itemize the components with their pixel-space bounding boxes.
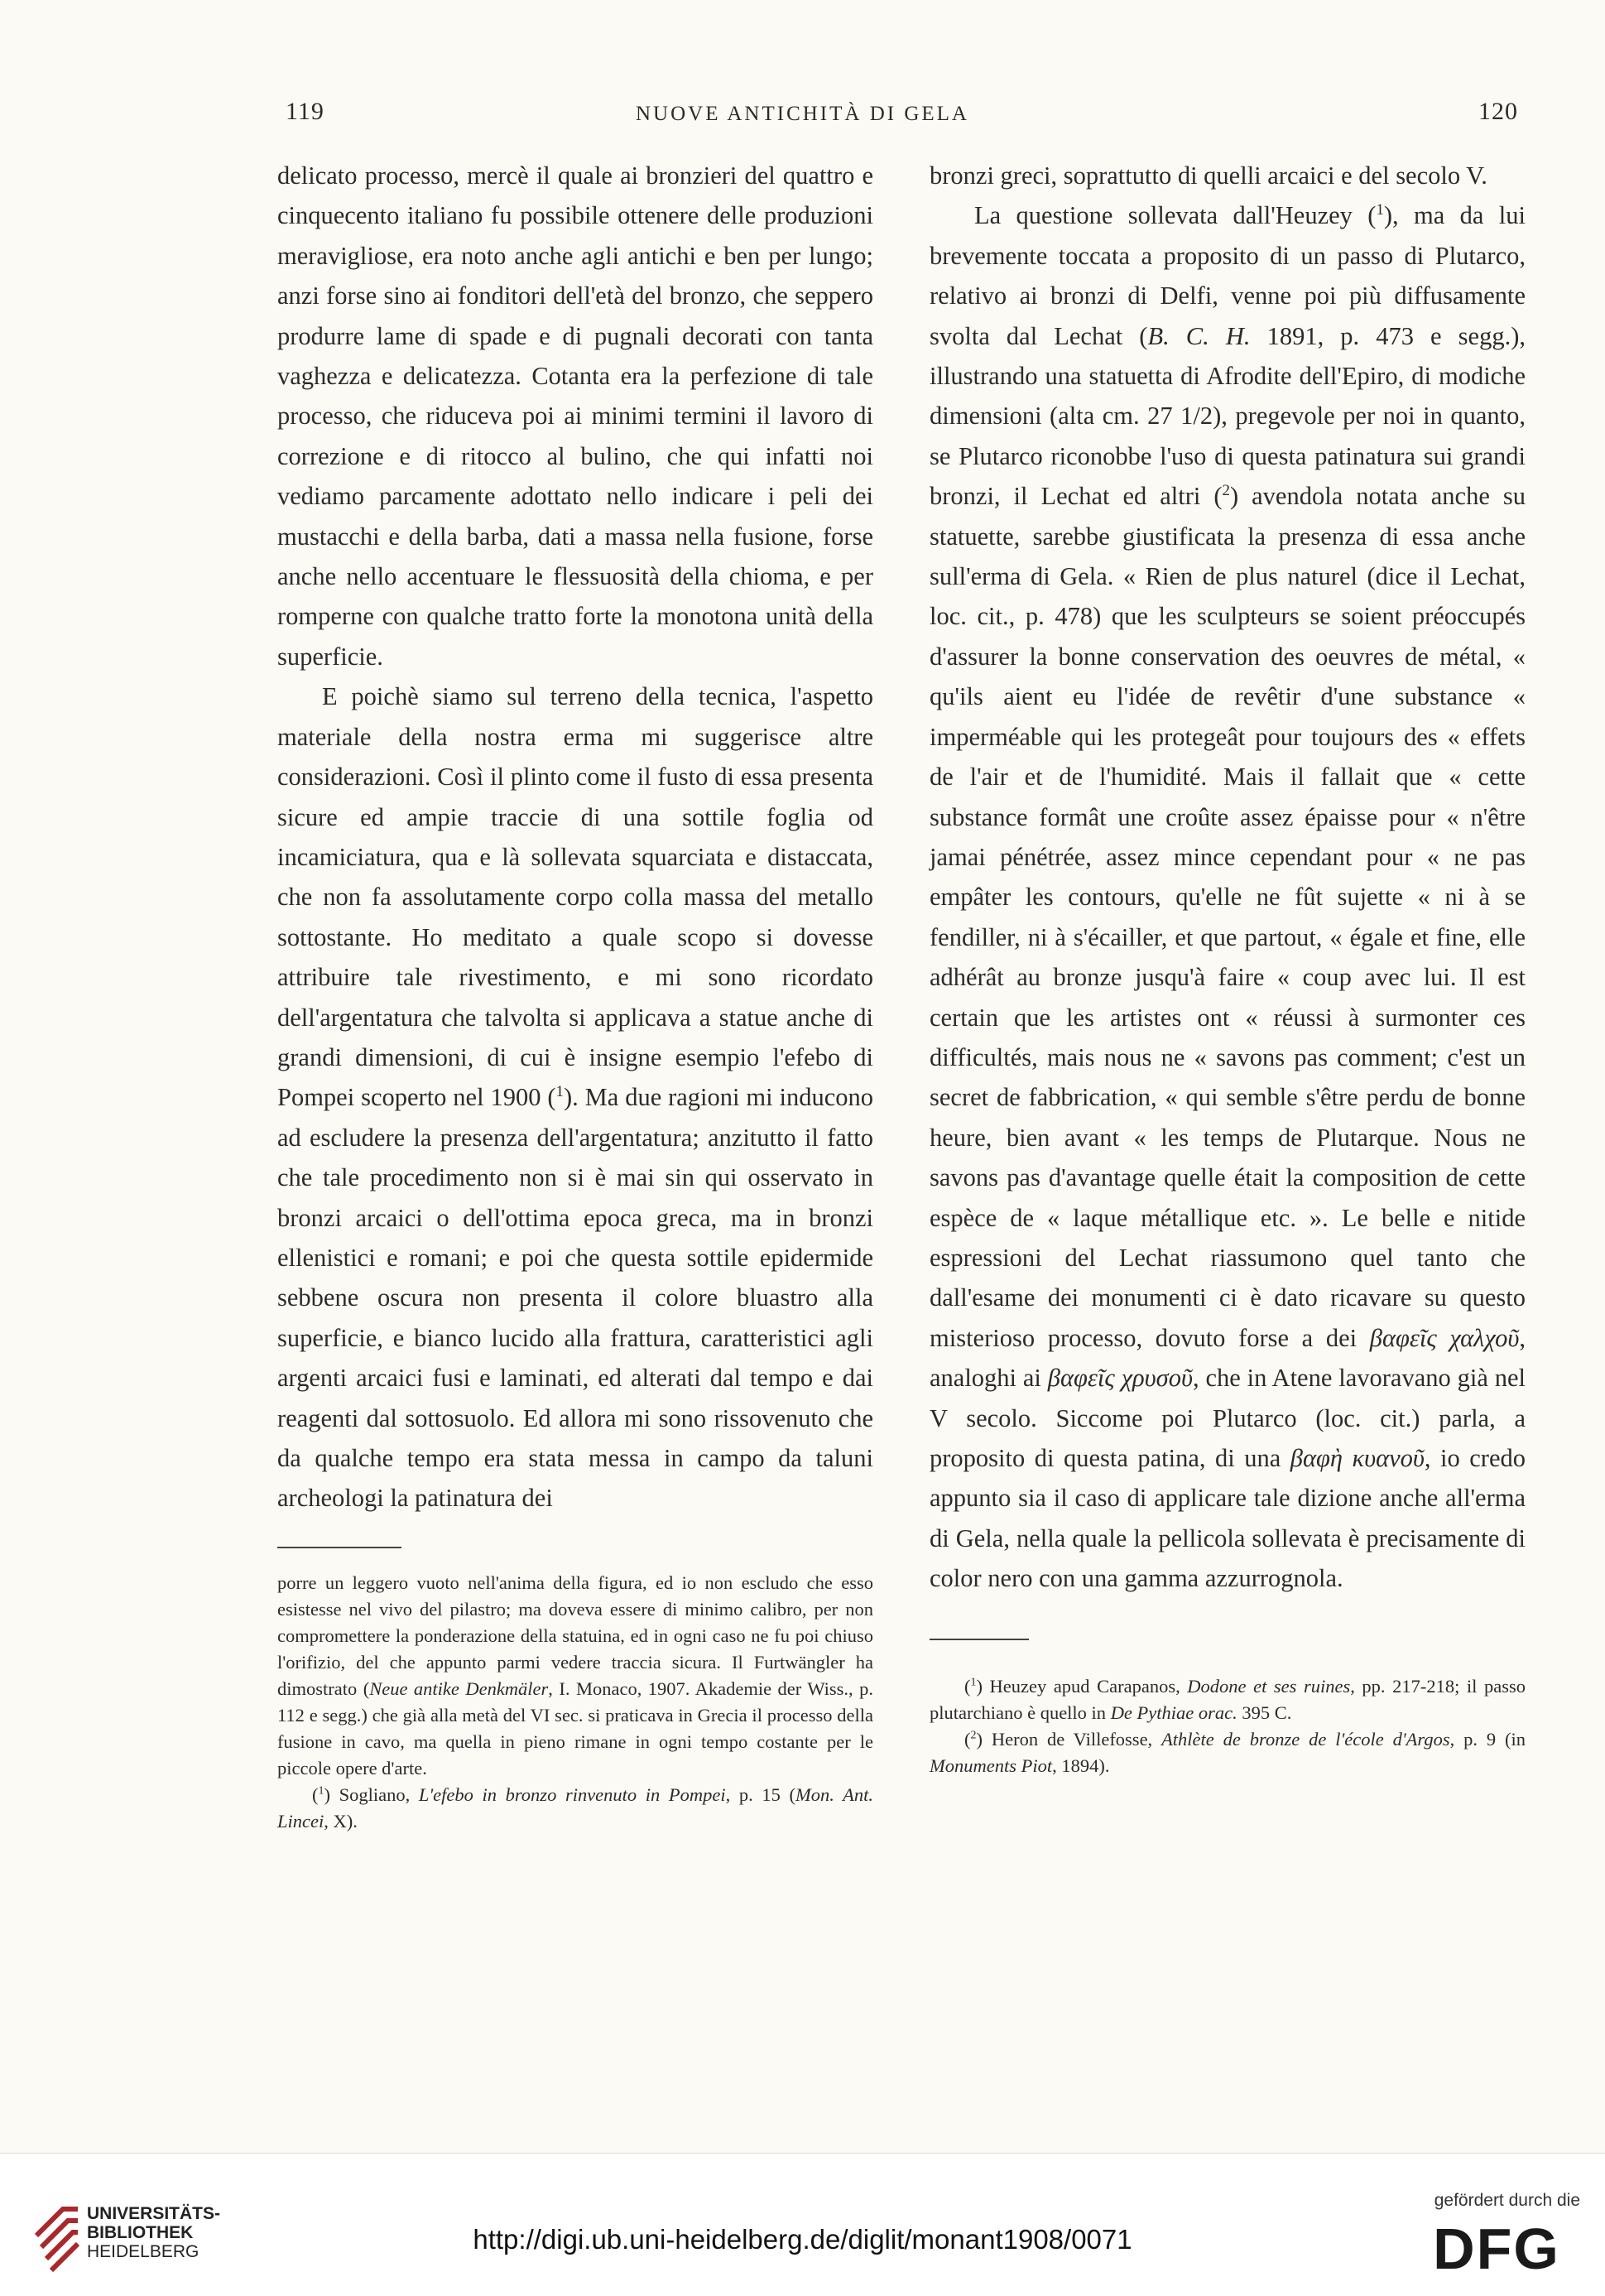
right-footnotes xyxy=(930,1673,1526,1779)
right-p2-text-g: , che in Atene lavoravano già nel V secolo. Siccome poi Plutarco (loc. cit.) parla, a proposito di questa patina, di una xyxy=(930,1364,1526,1472)
right-p2-text-a: La questione sollevata dall'Heuzey ( xyxy=(974,201,1377,230)
left-paragraph-2 xyxy=(277,676,873,1519)
footnote-2-right: ($^2$) Heron de Villefosse, Athlète de bronze de l'école d'Argos, p. 9 (in Monuments Piot, 1894). xyxy=(930,1728,1526,1776)
permalink-url[interactable]: http://digi.ub.uni-heidelberg.de/diglit/monant1908/0071 xyxy=(473,2224,1132,2255)
fn-cont-text-a: porre un leggero vuoto nell'anima della figura, ed io non escludo che esso esistesse nel vivo del pilastro; ma doveva essere di minimo calibro, per non compromettere la ponderazione della statuina, ed in ogni caso ne fu poi chiuso l'orifizio, del che appunto parmi vedere traccia sicura. Il Furtwängler ha dimostrato ( xyxy=(277,1572,873,1699)
left-p2-text-a: E poichè siamo sul terreno della tecnica, l'aspetto materiale della nostra erma mi suggerisce altre considerazioni. Così il plinto come il fusto di essa presenta sicure ed ampie traccie di una sottile foglia od incamiciatura, qua e là sollevata squarciata e distaccata, che non fa assolutamente corpo colla massa del metallo sottostante. Ho meditato a quale scopo si dovesse attribuire tale rivestimento, e mi sono ricordato dell'argentatura che talvolta si applicava a statue anche di grandi dimensioni, di cui è insigne esempio l'efebo di Pompei scoperto nel 1900 ( xyxy=(277,682,873,1112)
right-p2-text-f: , analoghi ai xyxy=(930,1323,1526,1393)
right-body-text xyxy=(930,156,1526,1599)
left-footnotes xyxy=(277,1570,873,1835)
left-body-text xyxy=(277,156,873,1519)
dfg-logo-text: DFG xyxy=(1433,2219,1560,2274)
footnote-1-right: ($^1$) Heuzey apud Carapanos, Dodone et ses ruines, pp. 217-218; il passo plutarchiano è quello in De Pythiae orac. 395 C. xyxy=(930,1675,1526,1723)
fn1r-text-b: , pp. 217-218; il passo plutarchiano è quello in xyxy=(930,1675,1526,1723)
right-p2-text-c: 1891, p. 473 e segg.), illustrando una statuetta di Afrodite dell'Epiro, di modiche dimensioni (alta cm. 27 xyxy=(930,321,1526,431)
right-p2-text-e: ) avendola notata anche su statuette, sarebbe giustificata la presenza di essa anche sull'erma di Gela. « Rien de plus naturel (dice il Lechat, loc. cit., p. 478) que les sculpteurs se soient préoccupés d'assurer la bonne conservation des oeuvres de métal, « qu'ils aient eu l'idée de revêtir d'une substance « imperméable qui les protegeât pour toujours des « effets de l'air et de l'humidité. Mais il fallait que « cette substance formât une croûte assez épaisse pour « n'être jamai pénétrée, assez mince cependant pour « ne pas empâter les contours, qu'elle ne fût sujette « ni à se fendiller, ni à s'écailler, et que partout, « égale et fine, elle adhérât au bronze jusqu'à faire « coup avec lui. Il est certain que les artistes ont « réussi à surmonter ces difficultés, mais nous ne « savons pas comment; c'est un secret de fabbrication, « qui semble s'être perdu de bonne heure, bien avant « les temps de Plutarque. Nous ne savons pas d'avantage quelle était la composition de cette espèce de « laque métallique etc. ». Le belle e nitide espressioni del Lechat riassumono quel tanto che dall'esame dei monumenti ci è dato ricavare su questo misterioso processo, dovuto forse a dei xyxy=(930,482,1526,1352)
footnote-continuation xyxy=(277,1570,873,1782)
left-column xyxy=(277,156,873,1835)
library-name-line-2: BIBLIOTHEK xyxy=(87,2223,194,2242)
fn2r-text-b: , p. 9 (in xyxy=(1449,1728,1526,1750)
fn1-text-c: , X). xyxy=(324,1810,358,1832)
footnote-separator-left xyxy=(277,1547,401,1548)
greek-term-3: βαφὴ κυανοῦ xyxy=(1290,1444,1425,1472)
footnote-ref-1[interactable]: 1 xyxy=(555,1083,564,1101)
fn1r-mark: 1 xyxy=(970,1676,977,1689)
fn2r-text-a: Heron de Villefosse, xyxy=(982,1728,1162,1750)
footnote-ref-1-right[interactable]: 1 xyxy=(1376,201,1384,219)
funding-note: gefördert durch die xyxy=(1434,2191,1580,2210)
fn1r-text-c: 395 C. xyxy=(1237,1702,1292,1723)
footnote-separator-right xyxy=(930,1639,1029,1640)
fn2r-series: Monuments Piot xyxy=(930,1754,1053,1776)
dfg-logo-icon xyxy=(1418,2219,1575,2274)
fn1-mark: 1 xyxy=(318,1784,324,1798)
fn1-series: Mon. Ant. Lincei xyxy=(277,1783,873,1832)
fn2r-text-c: , 1894). xyxy=(1052,1754,1110,1776)
fraction-half: 1/2 xyxy=(1180,402,1213,431)
right-p2-text-b: ), ma da lui brevemente toccata a proposito di un passo di Plutarco, relativo ai bronzi di Delfi, venne poi più diffusamente svolta dal Lechat ( xyxy=(930,201,1526,350)
right-paragraph-1: bronzi greci, soprattutto di quelli arcaici e del secolo V. xyxy=(930,161,1487,190)
fn2r-mark: 2 xyxy=(970,1729,977,1742)
running-title: NUOVE ANTICHITÀ DI GELA xyxy=(636,103,969,125)
fn1-title: L'efebo in bronzo rinvenuto in Pompei xyxy=(418,1783,726,1805)
library-name-line-1: UNIVERSITÄTS- xyxy=(87,2204,221,2223)
page-number-right: 120 xyxy=(1478,98,1518,125)
journal-abbrev: B. C. H. xyxy=(1147,321,1251,350)
fn1r-title: Dodone et ses ruines xyxy=(1187,1675,1351,1697)
right-p2-text-h: , io credo appunto sia il caso di applicare tale dizione anche all'erma di Gela, nella quale la pellicola sollevata è precisamente di color nero con una gamma azzurrognola. xyxy=(930,1444,1526,1593)
fn-cont-title: Neue antike Denkmäler xyxy=(369,1677,549,1699)
right-paragraph-2 xyxy=(930,195,1526,1598)
page-number-left: 119 xyxy=(286,98,324,125)
left-paragraph-1: delicato processo, mercè il quale ai bronzieri del quattro e cinquecento italiano fu possibile ottenere delle produzioni meravigliose, era noto anche agli antichi e ben per lungo; anzi forse sino ai fonditori dell'età del bronzo, che seppero produrre lame di spade e di pugnali decorati con tanta vaghezza e delicatezza. Cotanta era la perfezione di tale processo, che riduceva poi ai minimi termini il lavoro di correzione e di ritocco al bulino, che qui infatti noi vediamo parcamente adottato nello indicare i peli dei mustacchi e della barba, dati a massa nella fusione, forse anche nello accentuare le flessuosità della chioma, e per romperne con qualche tratto forte la monotona unità della superficie. xyxy=(277,161,873,671)
footnote-1-left: ($^1$) Sogliano, L'efebo in bronzo rinvenuto in Pompei, p. 15 (Mon. Ant. Lincei, X). xyxy=(277,1783,873,1832)
greek-term-1: βαφεῖς χαλχοῦ xyxy=(1369,1323,1520,1352)
fn1-text-b: , p. 15 ( xyxy=(725,1783,796,1805)
library-name-line-3: HEIDELBERG xyxy=(87,2242,199,2261)
fn1r-text-a: Heuzey apud Carapanos, xyxy=(982,1675,1188,1697)
fn-cont-text-b: , I. Monaco, 1907. Akademie der Wiss., p. 112 e segg.) che già alla metà del VI sec. si praticava in Grecia il processo della fusione in cavo, ma quella in pieno rimane in ogni tempo costante per le piccole opere d'arte. xyxy=(277,1677,874,1779)
footnote-ref-2-right[interactable]: 2 xyxy=(1222,482,1230,500)
left-p2-text-b: ). Ma due ragioni mi inducono ad escludere la presenza dell'argentatura; anzitutto il fatto che tale procedimento non si è mai sin qui osservato in bronzi arcaici o dell'ottima epoca greca, ma in bronzi ellenistici e romani; e poi che questa sottile epidermide sebbene oscura non presenta il colore bluastro alla superficie, e bianco lucido alla frattura, caratteristici agli argenti arcaici fusi e laminati, ed alterati dal tempo e dai reagenti dal sottosuolo. Ed allora mi sono rissovenuto che da qualche tempo era stata messa in campo da taluni archeologi la patinatura dei xyxy=(277,1083,873,1513)
fn2r-title: Athlète de bronze de l'école d'Argos xyxy=(1161,1728,1450,1750)
right-column xyxy=(930,156,1526,1779)
greek-term-2: βαφεῖς χρυσοῦ xyxy=(1047,1364,1193,1393)
fn1-text-a: Sogliano, xyxy=(329,1783,419,1805)
right-p2-text-d: ), pregevole per noi in quanto, se Plutarco riconobbe l'uso di questa patinatura sui grandi bronzi, il Lechat ed altri ( xyxy=(930,402,1526,511)
fn1r-title-2: De Pythiae orac. xyxy=(1110,1702,1237,1723)
